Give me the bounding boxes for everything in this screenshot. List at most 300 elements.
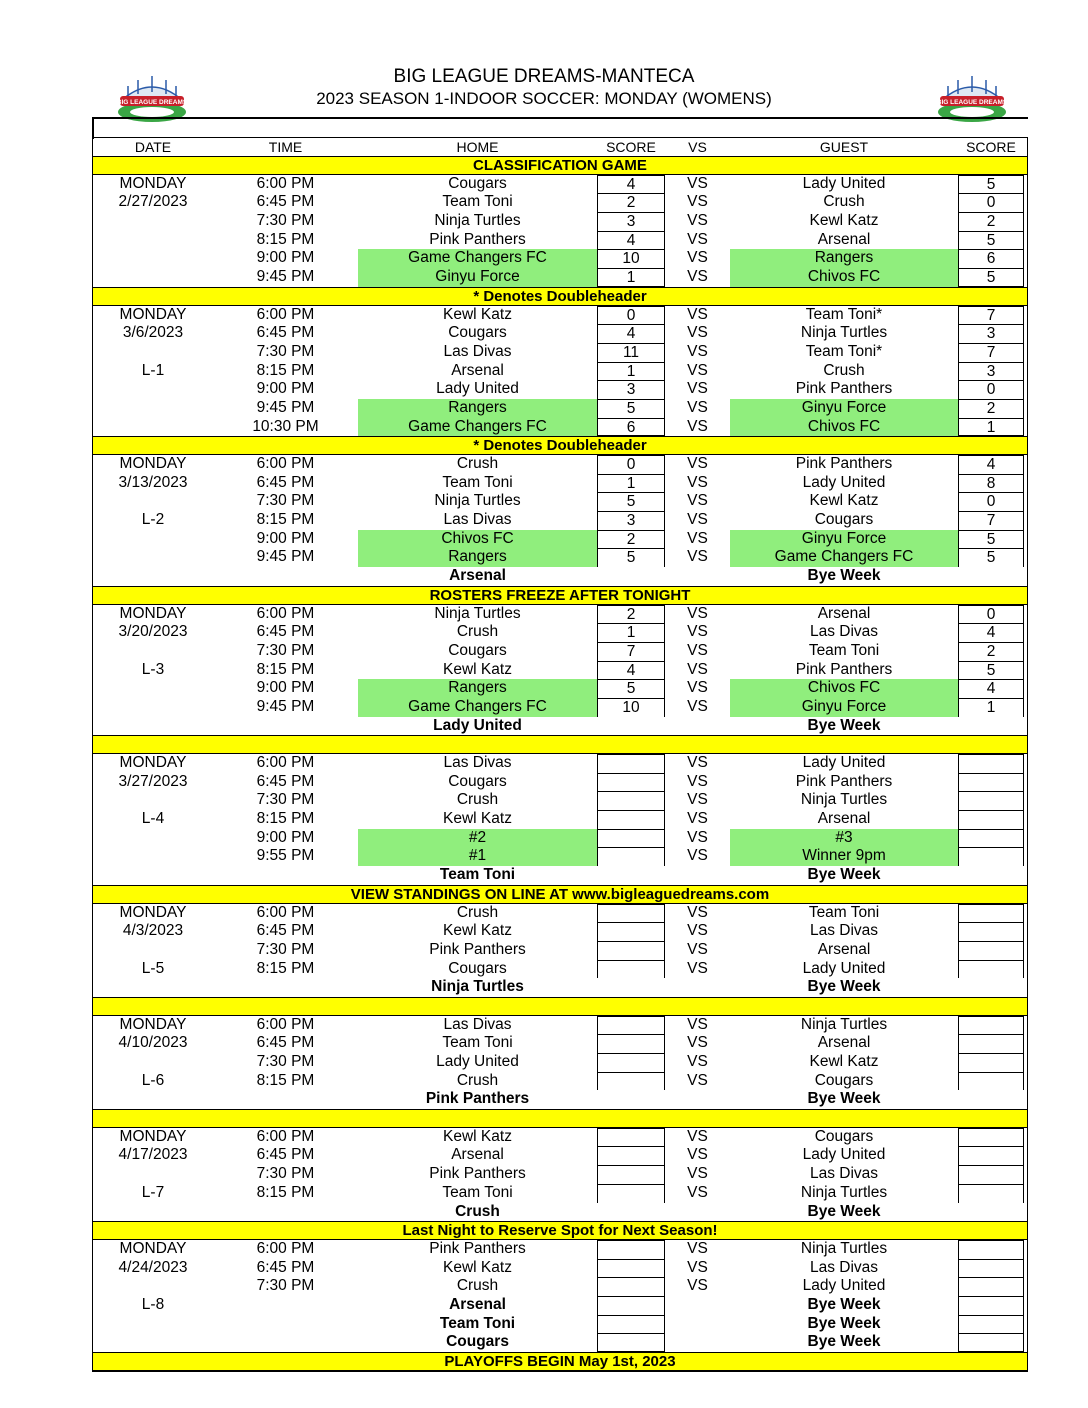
home-score: 7 xyxy=(597,642,665,661)
vs-label: VS xyxy=(687,473,708,491)
date-cell xyxy=(93,567,213,586)
home-score xyxy=(597,1034,665,1053)
home-team: Crush xyxy=(456,1071,499,1089)
table-row xyxy=(93,492,1027,511)
guest-score xyxy=(958,829,1024,848)
home-team: Las Divas xyxy=(443,754,512,771)
game-time: 9:00 PM xyxy=(256,828,315,846)
table-row xyxy=(93,922,1027,941)
guest-team: Cougars xyxy=(814,1071,874,1089)
game-date: 3/20/2023 xyxy=(118,623,188,641)
table-row xyxy=(93,717,1027,736)
vs-label: VS xyxy=(687,417,708,435)
vs-label xyxy=(665,978,730,997)
vs-label: VS xyxy=(687,249,708,267)
date-cell xyxy=(93,1165,213,1184)
col-date: DATE xyxy=(134,139,172,155)
home-score: 2 xyxy=(597,605,665,624)
guest-score xyxy=(958,1146,1024,1165)
home-team: Pink Panthers xyxy=(429,1165,526,1183)
game-date: 4/3/2023 xyxy=(122,922,184,940)
home-team: Kewl Katz xyxy=(443,305,512,323)
table-row xyxy=(93,418,1027,437)
vs-label xyxy=(665,717,730,736)
guest-score xyxy=(958,1259,1024,1278)
vs-label xyxy=(665,567,730,586)
date-cell xyxy=(93,941,213,960)
game-time: 7:30 PM xyxy=(256,1053,315,1070)
table-row xyxy=(93,212,1027,231)
home-score xyxy=(597,1072,665,1091)
vs-label: VS xyxy=(687,697,708,715)
vs-label: VS xyxy=(687,342,708,360)
week-label: L-4 xyxy=(141,810,165,828)
bye-team: Crush xyxy=(455,1202,500,1220)
guest-team: Cougars xyxy=(814,511,874,529)
guest-team: Team Toni* xyxy=(805,305,883,323)
guest-score xyxy=(958,1184,1024,1203)
home-team: Crush xyxy=(456,1277,499,1295)
home-team: #2 xyxy=(358,829,597,848)
guest-team: #3 xyxy=(730,829,958,848)
guest-team: Lady United xyxy=(802,754,886,771)
table-row xyxy=(93,810,1027,829)
vs-label: VS xyxy=(687,529,708,547)
guest-team: Ninja Turtles xyxy=(800,791,888,809)
bye-week-label: Bye Week xyxy=(807,866,881,884)
home-score xyxy=(597,1184,665,1203)
game-time: 6:00 PM xyxy=(256,1015,315,1033)
date-cell xyxy=(93,249,213,268)
home-team: Rangers xyxy=(358,679,597,698)
game-time: 9:45 PM xyxy=(256,398,315,416)
vs-label: VS xyxy=(687,660,708,678)
vs-label: VS xyxy=(687,772,708,790)
date-cell xyxy=(93,791,213,810)
guest-team: Ninja Turtles xyxy=(800,1239,888,1257)
vs-label: VS xyxy=(687,305,708,323)
vs-label: VS xyxy=(687,398,708,416)
home-team: Kewl Katz xyxy=(443,1127,512,1145)
game-date: 4/17/2023 xyxy=(118,1146,188,1164)
game-time: 6:00 PM xyxy=(256,903,315,921)
home-team: Team Toni xyxy=(442,1183,513,1201)
guest-score xyxy=(958,1165,1024,1184)
vs-label: VS xyxy=(687,959,708,977)
guest-team: Las Divas xyxy=(809,623,879,641)
date-cell xyxy=(93,717,213,736)
table-top-border xyxy=(92,117,1028,139)
guest-score xyxy=(958,866,1024,885)
table-row xyxy=(93,1146,1027,1165)
date-cell xyxy=(93,399,213,418)
bye-week-label: Bye Week xyxy=(807,1202,881,1220)
week-banner xyxy=(93,735,1027,754)
date-cell xyxy=(93,642,213,661)
guest-score: 5 xyxy=(958,661,1024,680)
vs-label: VS xyxy=(687,623,708,641)
table-row xyxy=(93,642,1027,661)
bye-team: Arsenal xyxy=(449,1295,506,1313)
date-cell xyxy=(93,1053,213,1072)
vs-label: VS xyxy=(687,828,708,846)
date-cell xyxy=(93,418,213,437)
game-day: MONDAY xyxy=(119,455,187,472)
svg-text:BIG LEAGUE DREAMS: BIG LEAGUE DREAMS xyxy=(936,99,1008,106)
home-score xyxy=(597,717,665,736)
guest-score: 0 xyxy=(958,193,1024,212)
game-time: 6:00 PM xyxy=(256,455,315,472)
guest-score: 4 xyxy=(958,455,1024,474)
week-banner xyxy=(93,997,1027,1016)
vs-label: VS xyxy=(687,922,708,940)
home-team: Kewl Katz xyxy=(443,1258,512,1276)
home-score xyxy=(597,1333,665,1352)
guest-score xyxy=(958,941,1024,960)
home-team: Las Divas xyxy=(443,1015,512,1033)
home-score xyxy=(597,567,665,586)
week-label: L-1 xyxy=(141,361,165,379)
home-team: Rangers xyxy=(358,399,597,418)
game-time: 7:30 PM xyxy=(256,1165,315,1183)
date-cell xyxy=(93,978,213,997)
home-score: 1 xyxy=(597,474,665,493)
home-score: 11 xyxy=(597,343,665,362)
guest-team: Crush xyxy=(823,361,865,379)
home-team: Rangers xyxy=(358,548,597,567)
guest-team: Kewl Katz xyxy=(809,1053,879,1070)
guest-score xyxy=(958,978,1024,997)
guest-score xyxy=(958,1277,1024,1296)
table-row xyxy=(93,175,1027,194)
vs-label: VS xyxy=(687,455,708,472)
home-score: 1 xyxy=(597,362,665,381)
vs-label: VS xyxy=(687,1258,708,1276)
game-time xyxy=(213,1090,358,1109)
vs-label: VS xyxy=(687,754,708,771)
guest-team: Ninja Turtles xyxy=(800,1015,888,1033)
week-banner: VIEW STANDINGS ON LINE AT www.bigleaguedreams.com xyxy=(93,885,1027,904)
vs-label: VS xyxy=(687,810,708,828)
week-label: L-5 xyxy=(141,959,165,977)
home-team: Pink Panthers xyxy=(429,230,526,248)
table-row xyxy=(93,231,1027,250)
date-cell xyxy=(93,548,213,567)
date-cell xyxy=(93,212,213,231)
game-day: MONDAY xyxy=(119,604,187,622)
table-row xyxy=(93,791,1027,810)
guest-team: Lady United xyxy=(802,1146,886,1164)
column-header-row xyxy=(93,137,1027,156)
date-cell xyxy=(93,1277,213,1296)
svg-text:BIG LEAGUE DREAMS: BIG LEAGUE DREAMS xyxy=(116,99,188,106)
vs-label: VS xyxy=(687,1239,708,1257)
game-time: 6:00 PM xyxy=(256,1239,315,1257)
vs-label xyxy=(665,866,730,885)
bye-team: Arsenal xyxy=(449,567,506,585)
game-date: 4/10/2023 xyxy=(118,1034,188,1052)
vs-label: VS xyxy=(687,361,708,379)
home-score xyxy=(597,1165,665,1184)
game-time: 8:15 PM xyxy=(256,1183,315,1201)
vs-label: VS xyxy=(687,1127,708,1145)
vs-label: VS xyxy=(687,174,708,192)
home-score xyxy=(597,847,665,866)
guest-score: 7 xyxy=(958,306,1024,325)
home-score xyxy=(597,978,665,997)
table-row xyxy=(93,904,1027,923)
guest-team: Winner 9pm xyxy=(730,847,958,866)
home-score: 1 xyxy=(597,268,665,287)
vs-label xyxy=(665,1333,730,1352)
table-row xyxy=(93,567,1027,586)
home-team: Ginyu Force xyxy=(358,268,597,287)
guest-team: Lady United xyxy=(802,473,886,491)
guest-score: 7 xyxy=(958,343,1024,362)
game-date: 2/27/2023 xyxy=(118,193,188,211)
game-date: 4/24/2023 xyxy=(118,1258,188,1276)
week-banner: * Denotes Doubleheader xyxy=(93,287,1027,306)
home-team: Ninja Turtles xyxy=(434,212,521,230)
col-home-score: SCORE xyxy=(606,139,656,155)
vs-label xyxy=(665,1090,730,1109)
home-score: 0 xyxy=(597,455,665,474)
table-row xyxy=(93,1090,1027,1109)
guest-team: Las Divas xyxy=(809,1165,879,1183)
table-row xyxy=(93,380,1027,399)
guest-team: Ninja Turtles xyxy=(800,1183,888,1201)
home-score: 3 xyxy=(597,511,665,530)
bye-team: Team Toni xyxy=(439,1314,516,1332)
vs-label: VS xyxy=(687,193,708,211)
vs-label: VS xyxy=(687,511,708,529)
game-time: 7:30 PM xyxy=(256,212,315,230)
schedule-table xyxy=(92,137,1028,1372)
table-row xyxy=(93,1034,1027,1053)
vs-label: VS xyxy=(687,230,708,248)
game-time: 6:00 PM xyxy=(256,305,315,323)
game-time xyxy=(213,1296,358,1315)
bye-week-label: Bye Week xyxy=(807,716,881,734)
table-row xyxy=(93,1259,1027,1278)
table-row xyxy=(93,679,1027,698)
guest-score: 3 xyxy=(958,362,1024,381)
home-score xyxy=(597,1053,665,1072)
guest-score: 3 xyxy=(958,324,1024,343)
vs-label: VS xyxy=(687,604,708,622)
table-row xyxy=(93,362,1027,381)
date-cell xyxy=(93,380,213,399)
game-time xyxy=(213,1333,358,1352)
col-guest-score: SCORE xyxy=(966,139,1016,155)
guest-team: Arsenal xyxy=(817,940,871,958)
week-label: L-8 xyxy=(141,1295,165,1313)
guest-score: 7 xyxy=(958,511,1024,530)
page-subtitle: 2023 SEASON 1-INDOOR SOCCER: MONDAY (WOMENS) xyxy=(316,89,772,108)
home-team: #1 xyxy=(358,847,597,866)
bye-week-label: Bye Week xyxy=(807,1314,881,1332)
table-row xyxy=(93,193,1027,212)
table-row xyxy=(93,455,1027,474)
home-score: 5 xyxy=(597,679,665,698)
guest-score: 0 xyxy=(958,605,1024,624)
home-score xyxy=(597,904,665,923)
bye-team: Ninja Turtles xyxy=(431,978,524,996)
vs-label: VS xyxy=(687,212,708,230)
home-score xyxy=(597,1296,665,1315)
table-row xyxy=(93,1203,1027,1222)
date-cell xyxy=(93,268,213,287)
guest-score: 5 xyxy=(958,268,1024,287)
vs-label xyxy=(665,1296,730,1315)
game-date: 3/6/2023 xyxy=(122,324,184,342)
date-cell xyxy=(93,530,213,549)
game-time: 8:15 PM xyxy=(256,511,315,529)
home-team: Pink Panthers xyxy=(429,1239,526,1257)
guest-score xyxy=(958,1296,1024,1315)
home-team: Crush xyxy=(456,903,499,921)
guest-team: Arsenal xyxy=(817,230,871,248)
game-time: 6:45 PM xyxy=(256,193,315,211)
col-time: TIME xyxy=(268,139,303,155)
game-time: 9:00 PM xyxy=(256,679,315,697)
game-time: 7:30 PM xyxy=(256,1277,315,1295)
guest-team: Pink Panthers xyxy=(795,772,893,790)
home-team: Las Divas xyxy=(443,342,512,360)
table-row xyxy=(93,623,1027,642)
guest-score: 6 xyxy=(958,249,1024,268)
guest-team: Game Changers FC xyxy=(730,548,958,567)
home-score xyxy=(597,960,665,979)
home-score xyxy=(597,1090,665,1109)
guest-score: 8 xyxy=(958,474,1024,493)
game-day: MONDAY xyxy=(119,1127,187,1145)
home-team: Ninja Turtles xyxy=(434,492,521,510)
home-score: 6 xyxy=(597,418,665,437)
game-time: 8:15 PM xyxy=(256,959,315,977)
home-score: 2 xyxy=(597,530,665,549)
date-cell xyxy=(93,1333,213,1352)
home-team: Chivos FC xyxy=(358,530,597,549)
vs-label xyxy=(665,1315,730,1334)
vs-label: VS xyxy=(687,791,708,809)
home-score: 5 xyxy=(597,399,665,418)
vs-label: VS xyxy=(687,903,708,921)
home-team: Crush xyxy=(456,791,499,809)
table-row xyxy=(93,1072,1027,1091)
guest-score xyxy=(958,567,1024,586)
week-banner xyxy=(93,1109,1027,1128)
guest-score xyxy=(958,960,1024,979)
guest-team: Ginyu Force xyxy=(730,698,958,717)
home-team: Lady United xyxy=(436,380,519,398)
vs-label: VS xyxy=(687,641,708,659)
home-score: 0 xyxy=(597,306,665,325)
guest-score xyxy=(958,1203,1024,1222)
game-time: 7:30 PM xyxy=(256,342,315,360)
vs-label: VS xyxy=(687,324,708,342)
vs-label: VS xyxy=(687,1183,708,1201)
game-time xyxy=(213,567,358,586)
game-time xyxy=(213,1203,358,1222)
game-time: 7:30 PM xyxy=(256,492,315,510)
home-team: Kewl Katz xyxy=(443,660,512,678)
home-team: Kewl Katz xyxy=(443,922,512,940)
vs-label: VS xyxy=(687,1277,708,1295)
game-time: 8:15 PM xyxy=(256,660,315,678)
table-row xyxy=(93,268,1027,287)
table-row xyxy=(93,829,1027,848)
guest-score: 2 xyxy=(958,399,1024,418)
guest-team: Crush xyxy=(823,193,865,211)
vs-label: VS xyxy=(687,1034,708,1052)
game-time: 7:30 PM xyxy=(256,791,315,809)
guest-score xyxy=(958,1034,1024,1053)
table-row xyxy=(93,978,1027,997)
guest-score xyxy=(958,1090,1024,1109)
game-time: 6:00 PM xyxy=(256,174,315,192)
home-score: 10 xyxy=(597,698,665,717)
guest-score: 5 xyxy=(958,530,1024,549)
home-team: Crush xyxy=(456,455,499,472)
home-score: 10 xyxy=(597,249,665,268)
table-row xyxy=(93,1333,1027,1352)
home-team: Team Toni xyxy=(442,473,513,491)
guest-team: Team Toni xyxy=(808,903,880,921)
home-team: Game Changers FC xyxy=(358,698,597,717)
game-time xyxy=(213,866,358,885)
guest-score xyxy=(958,1016,1024,1035)
home-score xyxy=(597,866,665,885)
game-time: 8:15 PM xyxy=(256,230,315,248)
home-score: 5 xyxy=(597,492,665,511)
week-banner: ROSTERS FREEZE AFTER TONIGHT xyxy=(93,586,1027,605)
home-team: Pink Panthers xyxy=(429,940,526,958)
guest-team: Cougars xyxy=(814,1127,874,1145)
bye-week-label: Bye Week xyxy=(807,1333,881,1351)
guest-score xyxy=(958,810,1024,829)
guest-team: Chivos FC xyxy=(730,418,958,437)
bye-week-label: Bye Week xyxy=(807,978,881,996)
playoffs-banner: PLAYOFFS BEGIN May 1st, 2023 xyxy=(93,1352,1027,1371)
guest-team: Pink Panthers xyxy=(795,380,893,398)
vs-label: VS xyxy=(687,1146,708,1164)
game-date: 3/27/2023 xyxy=(118,772,188,790)
home-team: Ninja Turtles xyxy=(434,604,521,622)
table-row xyxy=(93,324,1027,343)
table-row xyxy=(93,343,1027,362)
vs-label: VS xyxy=(687,1071,708,1089)
home-score: 3 xyxy=(597,380,665,399)
col-home: HOME xyxy=(456,139,499,155)
table-row xyxy=(93,399,1027,418)
home-score xyxy=(597,810,665,829)
table-row xyxy=(93,698,1027,717)
table-row xyxy=(93,754,1027,773)
home-score xyxy=(597,1146,665,1165)
week-label xyxy=(93,231,213,250)
home-team: Cougars xyxy=(448,641,507,659)
guest-score xyxy=(958,847,1024,866)
guest-team: Chivos FC xyxy=(730,679,958,698)
game-day: MONDAY xyxy=(119,1239,187,1257)
home-score: 3 xyxy=(597,212,665,231)
game-time: 9:00 PM xyxy=(256,249,315,267)
game-time: 6:00 PM xyxy=(256,1127,315,1145)
table-row xyxy=(93,1240,1027,1259)
game-time: 6:45 PM xyxy=(256,1146,315,1164)
vs-label: VS xyxy=(687,380,708,398)
